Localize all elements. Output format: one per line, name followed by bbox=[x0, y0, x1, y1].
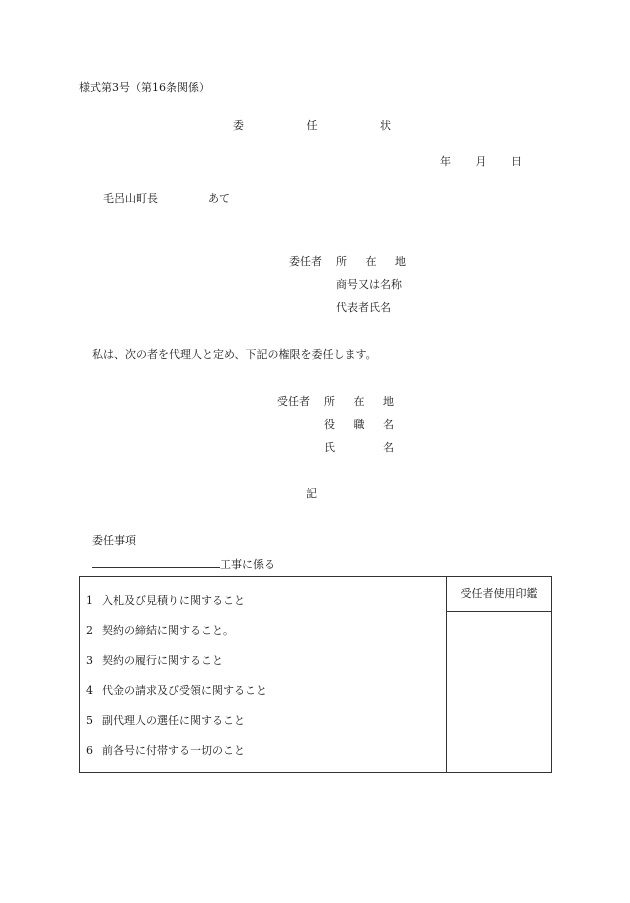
seal-header: 受任者使用印鑑 bbox=[460, 587, 538, 600]
seal-stamp-area[interactable] bbox=[447, 612, 551, 772]
label-char: 所 bbox=[336, 255, 347, 268]
date-year-label: 年 bbox=[440, 155, 451, 168]
item-number: 2 bbox=[86, 624, 93, 637]
project-name-blank[interactable] bbox=[92, 557, 220, 568]
title-char: 状 bbox=[380, 119, 391, 132]
document-title bbox=[233, 119, 391, 133]
item-text: 代金の請求及び受領に関すること bbox=[102, 684, 267, 697]
title-char: 任 bbox=[306, 119, 318, 132]
item-number: 4 bbox=[86, 684, 93, 697]
label-char: 地 bbox=[383, 395, 394, 408]
authority-item bbox=[86, 684, 267, 698]
item-text: 前各号に付帯する一切のこと bbox=[102, 744, 245, 757]
addressee-suffix: あて bbox=[208, 192, 230, 205]
item-text: 入札及び見積りに関すること bbox=[102, 594, 245, 607]
item-number: 3 bbox=[86, 654, 93, 667]
label-char: 職 bbox=[353, 418, 365, 431]
authority-item bbox=[86, 594, 245, 608]
label-char: 在 bbox=[353, 395, 365, 408]
item-number: 6 bbox=[86, 744, 93, 757]
date-month-label: 月 bbox=[475, 155, 487, 168]
delegate-role-label: 受任者 bbox=[277, 395, 310, 408]
label-char: 所 bbox=[324, 395, 335, 408]
label-char: 在 bbox=[365, 255, 377, 268]
item-text: 副代理人の選任に関すること bbox=[102, 714, 245, 727]
project-suffix: 工事に係る bbox=[220, 558, 275, 571]
item-number: 1 bbox=[86, 594, 93, 607]
item-number: 5 bbox=[86, 714, 93, 727]
item-text: 契約の履行に関すること bbox=[102, 654, 223, 667]
label-char: 名 bbox=[383, 418, 394, 431]
authority-item bbox=[86, 744, 245, 758]
date-line bbox=[440, 155, 522, 169]
delegator-address-label bbox=[336, 255, 406, 269]
label-char: 氏 bbox=[324, 441, 335, 454]
authority-item bbox=[86, 714, 245, 728]
date-day-label: 日 bbox=[511, 155, 522, 168]
delegate-name-label bbox=[324, 441, 394, 455]
delegate-position-label bbox=[324, 418, 394, 432]
authority-item bbox=[86, 654, 223, 668]
label-char: 地 bbox=[395, 255, 406, 268]
record-heading: 記 bbox=[306, 487, 317, 500]
form-number: 様式第3号（第16条関係） bbox=[79, 81, 210, 94]
addressee-name: 毛呂山町長 bbox=[103, 192, 158, 205]
authority-item bbox=[86, 624, 234, 638]
title-char: 委 bbox=[233, 119, 244, 132]
project-line bbox=[92, 557, 275, 572]
delegator-representative-label: 代表者氏名 bbox=[336, 301, 391, 314]
delegate-address-label bbox=[324, 395, 394, 409]
matters-heading: 委任事項 bbox=[92, 534, 136, 547]
authority-table bbox=[79, 576, 552, 773]
label-char: 名 bbox=[383, 441, 394, 454]
delegator-role-label: 委任者 bbox=[289, 255, 322, 268]
delegation-statement: 私は、次の者を代理人と定め、下記の権限を委任します。 bbox=[92, 348, 377, 361]
delegator-company-label: 商号又は名称 bbox=[336, 278, 402, 291]
label-char: 役 bbox=[324, 418, 335, 431]
item-text: 契約の締結に関すること。 bbox=[102, 624, 234, 637]
